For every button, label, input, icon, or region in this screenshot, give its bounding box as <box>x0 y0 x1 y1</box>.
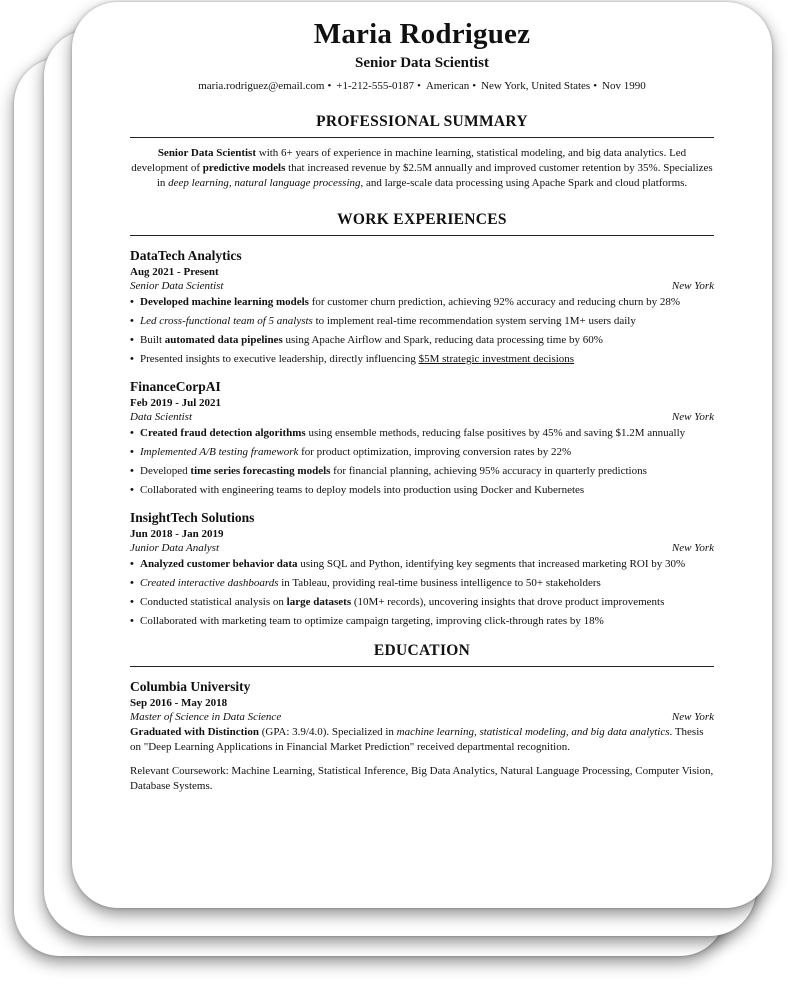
summary-italic: deep learning, natural language processing <box>168 177 361 189</box>
contact-line <box>130 79 714 93</box>
separator: • <box>417 80 421 92</box>
bullet-item: • Implemented A/B testing framework for product optimization, improving conversion rates by 22% <box>130 445 714 459</box>
investment-link[interactable]: $5M strategic investment decisions <box>418 353 575 365</box>
work-heading: WORK EXPERIENCES <box>337 211 507 228</box>
job-bullets <box>130 426 714 497</box>
contact-birth: Nov 1990 <box>602 80 646 92</box>
job-title-row <box>130 541 714 555</box>
job-bullets <box>130 557 714 628</box>
summary-bold: Senior Data Scientist <box>157 147 256 159</box>
company-name: DataTech Analytics <box>130 248 242 263</box>
summary-heading: PROFESSIONAL SUMMARY <box>316 113 528 130</box>
job-dates: Jun 2018 - Jan 2019 <box>130 528 224 540</box>
job-bullets <box>130 295 714 366</box>
summary-bold: predictive models <box>202 162 286 174</box>
section-divider <box>130 137 714 138</box>
bullet-item: • Developed time series forecasting models for financial planning, achieving 95% accuracy in quarterly predictions <box>130 464 714 478</box>
job-entry <box>130 247 714 366</box>
summary-text <box>130 146 714 191</box>
education-location: New York <box>671 711 714 723</box>
separator: • <box>327 80 332 92</box>
job-entry <box>130 378 714 497</box>
education-details: Graduated with Distinction (GPA: 3.9/4.0). Specialized in machine learning, statistical modeling, and big data analytics. Thesis on "Deep Learning Applications in Financial Market Prediction" received departmental recognition. <box>130 726 704 753</box>
bullet-item: • Led cross-functional team of 5 analysts to implement real-time recommendation system serving 1M+ users daily <box>130 314 714 328</box>
bullet-item: • Built automated data pipelines using Apache Airflow and Spark, reducing data processing time by 60% <box>130 333 714 347</box>
section-divider <box>130 666 714 667</box>
education-heading: EDUCATION <box>373 642 471 659</box>
coursework: Relevant Coursework: Machine Learning, Statistical Inference, Big Data Analytics, Natural Language Processing, Computer Vision, Database Systems. <box>130 765 714 792</box>
bullet-item: • Created interactive dashboards in Tableau, providing real-time business intelligence to 50+ stakeholders <box>130 576 714 590</box>
summary-part: with 6+ years of experience in machine learning, statistical modeling, and big data analytics. Led development of <box>131 147 687 174</box>
candidate-role: Senior Data Scientist <box>355 55 489 71</box>
contact-nationality: American <box>425 80 470 92</box>
company-name: FinanceCorpAI <box>130 379 221 394</box>
job-location: New York <box>671 542 714 554</box>
job-entry <box>130 509 714 628</box>
separator: • <box>593 80 598 92</box>
degree-row <box>130 710 714 724</box>
bullet-item: • Conducted statistical analysis on large datasets (10M+ records), uncovering insights that drove product improvements <box>130 595 714 609</box>
education-dates: Sep 2016 - May 2018 <box>130 697 228 709</box>
job-title: Senior Data Scientist <box>130 280 224 292</box>
contact-phone[interactable]: +1-212-555-0187 <box>336 80 414 92</box>
contact-location: New York, United States <box>481 80 591 92</box>
separator: • <box>472 80 477 92</box>
school-name: Columbia University <box>130 679 251 694</box>
contact-email[interactable]: maria.rodriguez@email.com <box>198 80 325 92</box>
candidate-name: Maria Rodriguez <box>313 18 531 50</box>
bullet-item: • Presented insights to executive leadership, directly influencing $5M strategic investment decisions <box>130 352 714 366</box>
bullet-item: • Analyzed customer behavior data using SQL and Python, identifying key segments that increased marketing ROI by 30% <box>130 557 714 571</box>
job-title: Junior Data Analyst <box>130 542 220 554</box>
job-title-row <box>130 279 714 293</box>
resume-content <box>130 0 714 793</box>
company-name: InsightTech Solutions <box>130 510 255 525</box>
degree-title: Master of Science in Data Science <box>130 711 282 723</box>
job-location: New York <box>671 411 714 423</box>
education-entry <box>130 678 714 793</box>
job-dates: Feb 2019 - Jul 2021 <box>130 397 222 409</box>
bullet-item: • Developed machine learning models for customer churn prediction, achieving 92% accuracy and reducing churn by 28% <box>130 295 714 309</box>
job-location: New York <box>671 280 714 292</box>
bullet-item: • Created fraud detection algorithms using ensemble methods, reducing false positives by 45% and saving $1.2M annually <box>130 426 714 440</box>
summary-part: that increased revenue by $2.5M annually and improved customer retention by 35%. Specializes in <box>156 162 713 189</box>
job-dates: Aug 2021 - Present <box>130 266 219 278</box>
summary-part: , and large-scale data processing using Apache Spark and cloud platforms. <box>360 177 688 189</box>
job-title: Data Scientist <box>130 411 193 423</box>
section-divider <box>130 235 714 236</box>
bullet-item: • Collaborated with marketing team to optimize campaign targeting, improving click-through rates by 18% <box>130 614 714 628</box>
job-title-row <box>130 410 714 424</box>
bullet-item: • Collaborated with engineering teams to deploy models into production using Docker and Kubernetes <box>130 483 714 497</box>
